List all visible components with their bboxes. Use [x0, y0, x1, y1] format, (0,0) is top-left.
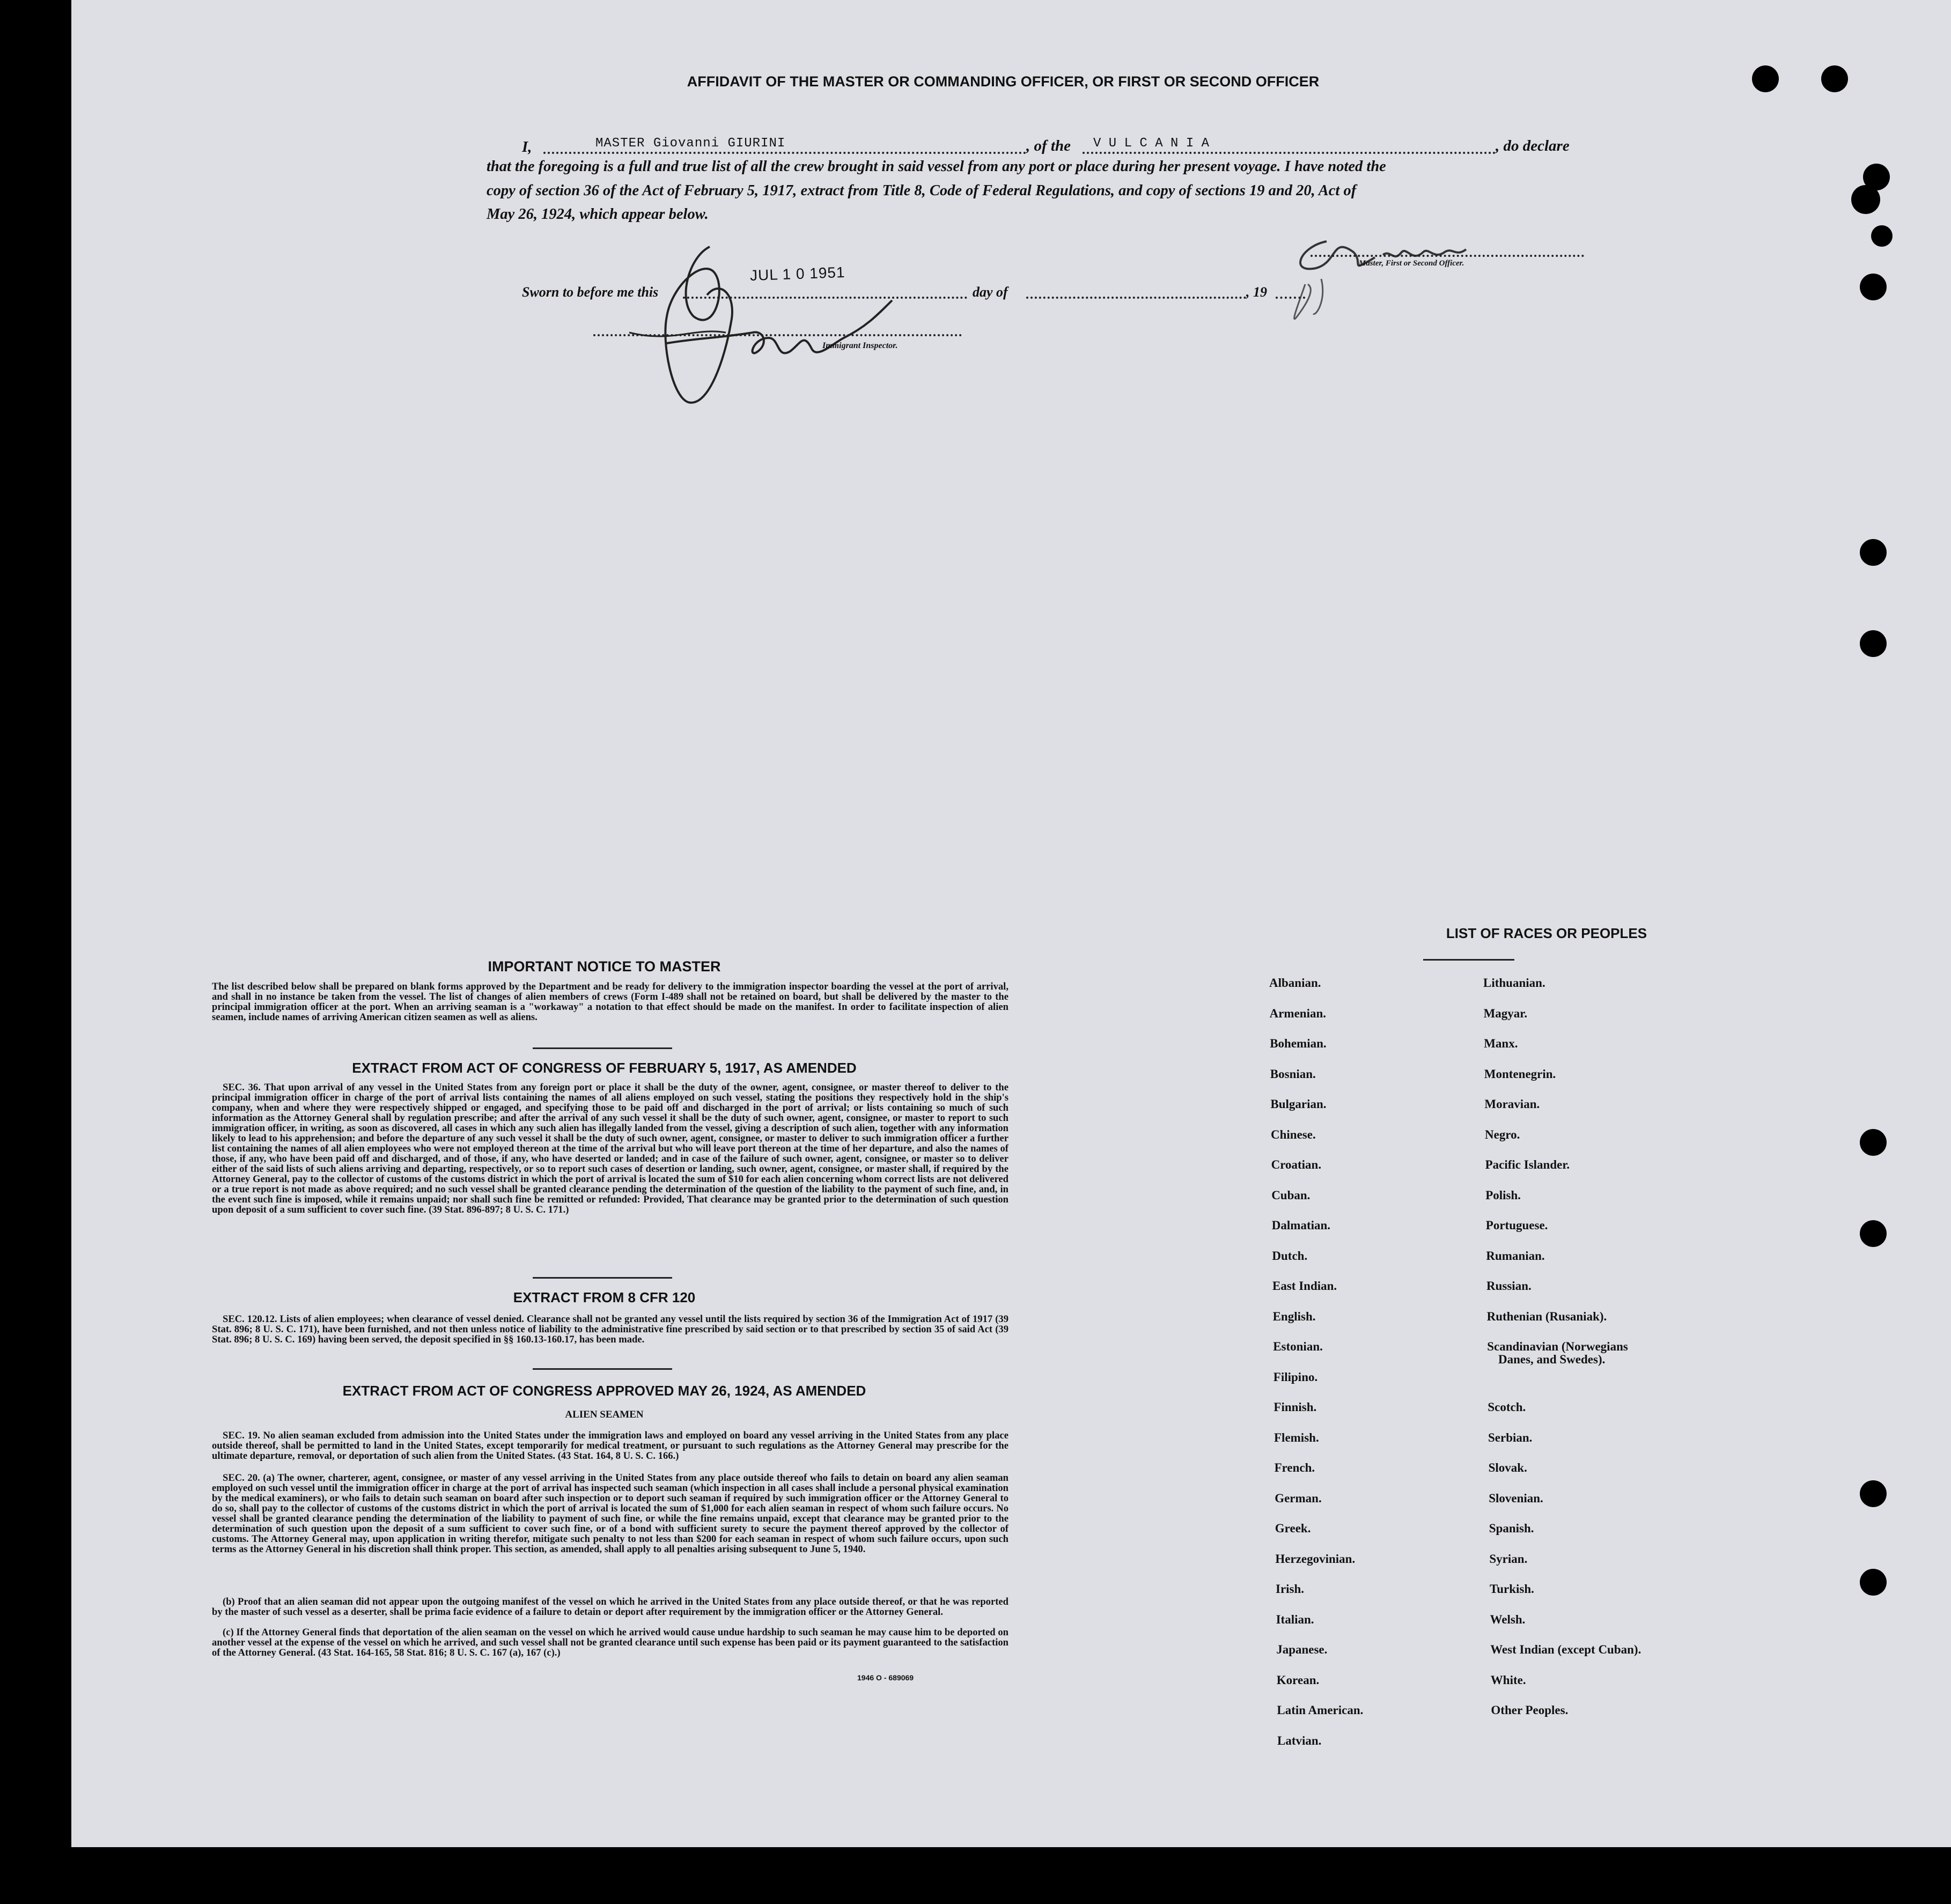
punch-hole — [1860, 274, 1887, 300]
punch-hole — [1860, 1129, 1887, 1156]
race-item: Turkish. — [1490, 1582, 1534, 1596]
race-item: Irish. — [1276, 1582, 1305, 1596]
race-item: Danes, and Swedes). — [1498, 1353, 1606, 1366]
divider — [1423, 959, 1514, 961]
race-item: Welsh. — [1490, 1612, 1526, 1626]
inspector-signature — [592, 236, 924, 408]
sec-20a-body: SEC. 20. (a) The owner, charterer, agent, consignee, or master of any vessel arriving in the United States from any place outside thereof who fails to detain on board any alien seaman employed on such vessel until the immigration officer in charge at the port of arrival has inspected such seaman (which inspection in all cases shall include a personal physical examination by the medical examiners), or who fails to detain such seaman on board after such inspection or to deport such seaman if required by such immigration officer or the Attorney General to do so, shall pay to the collector of customs of the customs district in which the port of arrival is located the sum of $1,000 for each alien seaman in respect of whom such failure occurs. No vessel shall be granted clearance pending the determination of the liability to payment of such fine, or while the fine remains unpaid, except that clearance may be granted prior to the determination of such question upon the deposit of a sum sufficient to cover such fine, or of a bond with sufficient surety to secure the payment thereof approved by the collector of customs. The Attorney General may, upon application in writing therefor, mitigate such penalty to not less than $200 for each seaman in respect of whom such failure occurs, upon such terms as the Attorney General in his discretion shall think proper. This section, as amended, shall apply to all penalties arising subsequent to June 5, 1940. — [212, 1472, 1008, 1555]
race-item: Rumanian. — [1486, 1249, 1545, 1263]
extract-1917-body: SEC. 36. That upon arrival of any vessel in the United States from any foreign port or place it shall be the duty of the owner, agent, consignee, or master thereof to deliver to the principal immigration officer in charge of the port of arrival lists containing the names of all aliens employed on such vessel, stating the positions they respectively hold in the ship's company, when and where they were respectively shipped or engaged, and specifying those to be paid off and discharged in the port of arrival; or lists containing so much of such information as the Attorney General shall by regulation prescribe; and after the arrival of any such vessel it shall be the duty of such owner, agent, consignee, or master to report to such immigration officer, in writing, as soon as discovered, all cases in which any such alien has illegally landed from the vessel, giving a description of such alien, together with any information likely to lead to his apprehension; and before the departure of any such vessel it shall be the duty of such owner, agent, consignee, or master to deliver to such immigration officer a further list containing the names of all alien employees who were not employed thereon at the time of the arrival but who will leave port thereon at the time of her departure, and also the names of those, if any, who have been paid off and discharged, and of those, if any, who have deserted or landed; and in case of the failure of such owner, agent, consignee, or master so to deliver either of the said lists of such aliens arriving and departing, respectively, or so to report such cases of desertion or landing, such owner, agent, consignee, or master shall, if required by the Attorney General, pay to the collector of customs of the customs district in which the port of arrival is located the sum of $10 for each alien concerning whom correct lists are not delivered or a true report is not made as above required; and no such vessel shall be granted clearance pending the determination of the question of the liability to the payment of such fine, and, in the event such fine is imposed, while it remains unpaid; nor shall such fine be remitted or refunded: Provided, That clearance may be granted prior to the determination of such question upon deposit of a sum sufficient to cover such fine. (39 Stat. 896-897; 8 U. S. C. 171.) — [212, 1082, 1008, 1215]
race-item: White. — [1490, 1673, 1526, 1687]
punch-hole — [1860, 1220, 1887, 1247]
master-name-field: MASTER Giovanni GIURINI — [595, 136, 786, 151]
race-item: Manx. — [1484, 1037, 1518, 1050]
race-item: French. — [1274, 1461, 1315, 1474]
race-item: Syrian. — [1489, 1552, 1528, 1566]
declaration-line-2: copy of section 36 of the Act of February 5, 1917, extract from Title 8, Code of Federal Regulations, and copy of sections 19 and 20, Act of — [487, 182, 1357, 199]
extract-1924-title: EXTRACT FROM ACT OF CONGRESS APPROVED MAY 26, 1924, AS AMENDED — [342, 1383, 866, 1399]
declaration-line-1: that the foregoing is a full and true list of all the crew brought in said vessel from any port or place during her present voyage. I have noted the — [487, 158, 1386, 175]
race-item: Japanese. — [1276, 1643, 1328, 1656]
race-item: Ruthenian (Rusaniak). — [1486, 1309, 1607, 1323]
race-item: West Indian (except Cuban). — [1490, 1643, 1641, 1656]
race-item: English. — [1272, 1309, 1316, 1323]
punch-hole — [1851, 185, 1880, 214]
race-item: Croatian. — [1271, 1158, 1322, 1171]
race-item: Finnish. — [1273, 1400, 1317, 1414]
race-item: Filipino. — [1273, 1370, 1318, 1384]
race-item: Polish. — [1485, 1188, 1521, 1202]
race-item: Other Peoples. — [1491, 1703, 1569, 1717]
race-item: Portuguese. — [1485, 1219, 1548, 1232]
inspector-signature-line — [593, 334, 962, 336]
day-of-label: day of — [973, 284, 1008, 300]
race-item: Cuban. — [1271, 1188, 1311, 1202]
race-item: Scotch. — [1488, 1400, 1526, 1414]
document-sheet — [71, 0, 1951, 1847]
race-item: Estonian. — [1273, 1340, 1323, 1353]
race-item: Albanian. — [1269, 976, 1321, 990]
punch-hole — [1860, 539, 1887, 566]
divider — [533, 1277, 672, 1279]
sworn-label: Sworn to before me this — [522, 284, 659, 300]
do-declare-label: , do declare — [1496, 137, 1570, 154]
race-item: Russian. — [1486, 1279, 1532, 1293]
race-item: Bosnian. — [1270, 1067, 1316, 1081]
master-caption: Master, First or Second Officer. — [1359, 259, 1464, 268]
notice-body: The list described below shall be prepared on blank forms approved by the Department and be ready for delivery to the immigration inspector boarding the vessel at the port of arrival, and shall in no instance be taken from the vessel. The list of changes of alien members of crews (Form I-489 shall not be retained on board, but shall be delivered by the master to the principal immigration officer at the port. When an arriving seaman is a "workaway" a notation to that effect should be made on the manifest. In order to facilitate inspection of alien seamen, include names of arriving American citizen seamen as well as aliens. — [212, 981, 1008, 1023]
vessel-line — [1083, 152, 1496, 154]
races-title: LIST OF RACES OR PEOPLES — [1446, 925, 1647, 941]
sec-20b-body: (b) Proof that an alien seaman did not appear upon the outgoing manifest of the vessel on which he arrived in the United States from any place outside thereof, or that he was reported by the master of such vessel as a deserter, shall be prima facie evidence of a failure to detain or deport after requirement by the immigration officer or the Attorney General. — [212, 1596, 1008, 1618]
race-item: Magyar. — [1483, 1006, 1528, 1020]
extract-cfr-body: SEC. 120.12. Lists of alien employees; when clearance of vessel denied. Clearance shall not be granted any vessel until the lists required by section 36 of the Immigration Act of 1917 (39 Stat. 896; 8 U. S. C. 171), have been furnished, and not then unless notice of liability to the administrative fine prescribed by said section or to that prescribed by section 35 of said Act (39 Stat. 896; 8 U. S. C. 169) having been served, the deposit specified in §§ 160.13-160.17, has been made. — [212, 1313, 1008, 1345]
affidavit-title: AFFIDAVIT OF THE MASTER OR COMMANDING OFFICER, OR FIRST OR SECOND OFFICER — [687, 73, 1320, 90]
punch-hole — [1752, 65, 1779, 92]
race-item: Spanish. — [1489, 1522, 1534, 1535]
sec-19-body: SEC. 19. No alien seaman excluded from admission into the United States under the immigration laws and employed on board any vessel arriving in the United States from any place outside thereof, shall be permitted to land in the United States, except temporarily for medical treatment, or pursuant to such regulations as the Attorney General may prescribe for the ultimate departure, removal, or deportation of such alien from the United States. (43 Stat. 164, 8 U. S. C. 166.) — [212, 1430, 1008, 1462]
sworn-year-line — [1276, 297, 1305, 299]
notice-title: IMPORTANT NOTICE TO MASTER — [488, 958, 721, 975]
alien-seamen-subtitle: ALIEN SEAMEN — [565, 1409, 644, 1420]
race-item: Slovak. — [1488, 1461, 1527, 1474]
punch-hole — [1860, 630, 1887, 657]
sec-20c-body: (c) If the Attorney General finds that deportation of the alien seaman on the vessel on which he arrived would cause undue hardship to such seaman he may cause him to be deported on another vessel at the expense of the vessel on which he arrived, and such vessel shall not be granted clearance until such expense has been paid or its payment guaranteed to the satisfaction of the Attorney General. (43 Stat. 164-165, 58 Stat. 816; 8 U. S. C. 167 (a), 167 (c).) — [212, 1627, 1008, 1658]
race-item: Dutch. — [1272, 1249, 1308, 1263]
race-item: Slovenian. — [1489, 1491, 1543, 1505]
race-item: Italian. — [1276, 1612, 1314, 1626]
race-item: Armenian. — [1269, 1006, 1327, 1020]
punch-hole — [1860, 1569, 1887, 1596]
race-item: Flemish. — [1274, 1430, 1319, 1444]
race-item: Herzegovinian. — [1275, 1552, 1356, 1566]
race-item: Bulgarian. — [1270, 1097, 1327, 1111]
race-item: Latvian. — [1277, 1733, 1322, 1747]
race-item: Scandinavian (Norwegians — [1487, 1340, 1628, 1353]
date-stamp: JUL 1 0 1951 — [749, 263, 846, 284]
sworn-month-line — [1026, 297, 1246, 299]
race-item: Negro. — [1485, 1127, 1520, 1141]
master-signature — [1268, 225, 1493, 333]
year-label: , 19 — [1246, 284, 1267, 300]
punch-hole — [1860, 1480, 1887, 1507]
declaration-line-3: May 26, 1924, which appear below. — [487, 206, 709, 223]
race-item: Moravian. — [1484, 1097, 1540, 1111]
master-signature-line — [1311, 255, 1584, 257]
race-item: Greek. — [1275, 1522, 1311, 1535]
extract-cfr-title: EXTRACT FROM 8 CFR 120 — [513, 1289, 696, 1305]
race-item: Lithuanian. — [1483, 976, 1545, 990]
punch-hole — [1871, 225, 1893, 247]
race-item: Serbian. — [1488, 1430, 1533, 1444]
race-item: East Indian. — [1272, 1279, 1337, 1293]
race-item: Dalmatian. — [1271, 1219, 1331, 1232]
divider — [533, 1368, 672, 1370]
race-item: Korean. — [1276, 1673, 1320, 1687]
print-code: 1946 O - 689069 — [857, 1673, 914, 1682]
punch-hole — [1821, 65, 1848, 92]
inspector-caption: Immigrant Inspector. — [822, 341, 898, 350]
affidavit-i-label: I, — [522, 138, 532, 156]
of-the-label: , of the — [1026, 137, 1071, 154]
race-item: Chinese. — [1271, 1127, 1316, 1141]
race-item: Bohemian. — [1270, 1037, 1327, 1050]
name-line — [543, 152, 1026, 154]
divider — [533, 1047, 672, 1049]
race-item: German. — [1275, 1491, 1322, 1505]
race-item: Pacific Islander. — [1485, 1158, 1570, 1171]
vessel-name-field: V U L C A N I A — [1093, 136, 1210, 151]
race-item: Montenegrin. — [1484, 1067, 1556, 1081]
race-item: Latin American. — [1277, 1703, 1364, 1717]
extract-1917-title: EXTRACT FROM ACT OF CONGRESS OF FEBRUARY 5, 1917, AS AMENDED — [352, 1060, 857, 1076]
